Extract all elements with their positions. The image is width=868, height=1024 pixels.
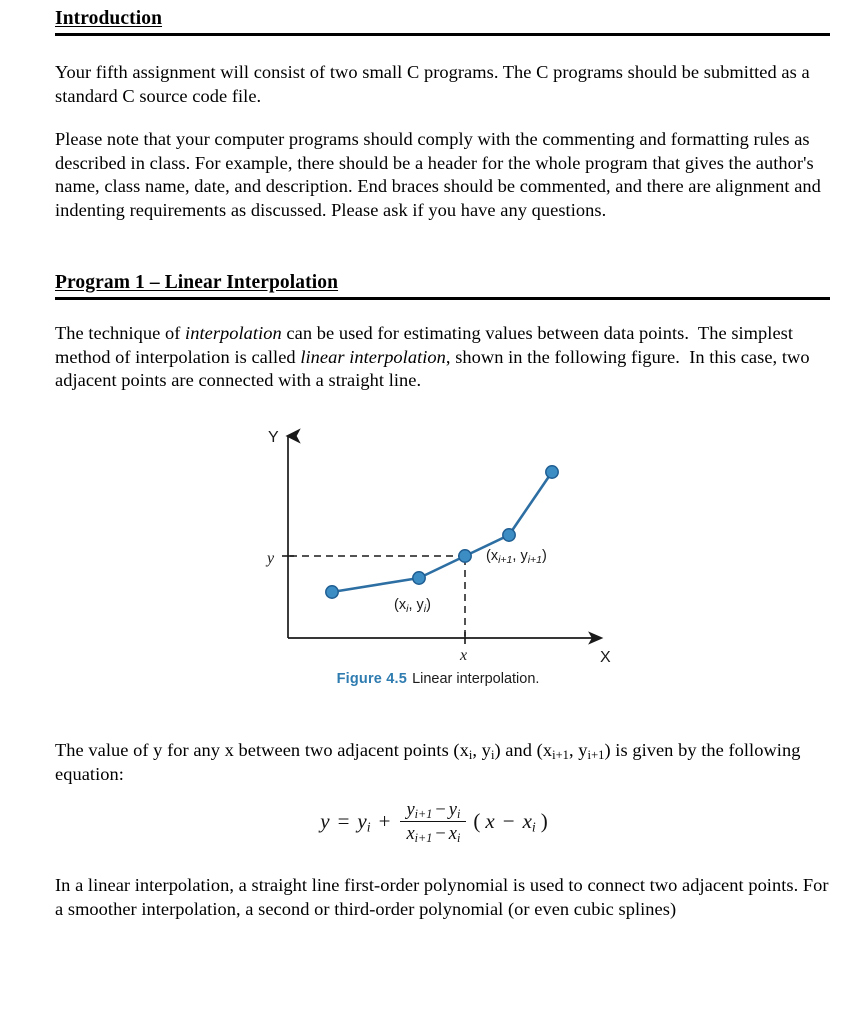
eq-den-x2 xyxy=(448,823,461,846)
heading-rule xyxy=(55,33,830,36)
figure-number: Figure 4.5 xyxy=(336,671,408,687)
eq-plus: + xyxy=(378,809,391,834)
annotation-mid: , y xyxy=(408,597,424,613)
eq-equals: = xyxy=(337,809,350,834)
eq-den-x1-base: x xyxy=(406,823,415,844)
equation-row xyxy=(320,798,548,845)
eq-intro-a: The value of y for any x between two adjacent points (x xyxy=(55,740,469,760)
annotation-close: ) xyxy=(542,548,547,564)
figure-linear-interpolation xyxy=(248,424,628,704)
annotation-sub-i: i xyxy=(406,602,409,615)
data-point xyxy=(413,572,425,584)
annotation-point-i xyxy=(394,597,431,615)
heading-rule xyxy=(55,297,830,300)
annotation-open: (x xyxy=(394,597,407,613)
annotation-sub-i1: i+1 xyxy=(498,553,513,566)
eq-num-y2 xyxy=(448,799,461,822)
eq-tail-minus: − xyxy=(502,809,515,834)
eq-den-minus: − xyxy=(435,823,446,844)
eq-yi-sub: i xyxy=(366,819,371,835)
eq-num-y1-base: y xyxy=(406,799,415,819)
annotation-mid: , y xyxy=(512,548,528,564)
eq-intro-sub3: i+1 xyxy=(552,747,569,762)
page-title: Introduction xyxy=(55,8,163,29)
section-heading-introduction xyxy=(55,8,830,36)
eq-num-minus: − xyxy=(435,799,446,819)
x-tick-label: x xyxy=(460,647,468,664)
eq-close-paren: ) xyxy=(540,809,548,834)
eq-intro-b: , y xyxy=(472,740,491,760)
annotation-open: (x xyxy=(486,548,499,564)
eq-tail-xi-base: x xyxy=(522,809,532,834)
eq-intro-d: , y xyxy=(569,740,588,760)
eq-fraction-numerator xyxy=(400,798,466,821)
section-heading-program-1 xyxy=(55,272,830,300)
eq-den-x2-sub: i xyxy=(457,831,461,846)
data-polyline xyxy=(332,472,552,592)
section-title-program-1: Program 1 – Linear Interpolation xyxy=(55,272,339,293)
eq-intro-sub4: i+1 xyxy=(587,747,605,762)
data-point xyxy=(459,550,471,562)
y-tick-label: y xyxy=(267,550,275,567)
eq-den-x1-sub: i+1 xyxy=(414,831,433,846)
figure-caption xyxy=(248,671,628,687)
eq-lhs-y: y xyxy=(320,809,330,834)
eq-fraction-denominator xyxy=(400,822,466,845)
eq-num-y2-base: y xyxy=(448,799,457,819)
annotation-sub-i2: i xyxy=(423,602,427,615)
annotation-point-i-plus-1 xyxy=(486,548,547,566)
eq-tail-x: x xyxy=(485,809,495,834)
eq-num-y1-sub: i+1 xyxy=(414,807,433,822)
data-point xyxy=(326,586,338,598)
eq-num-y2-sub: i xyxy=(457,807,461,822)
display-equation xyxy=(0,798,868,845)
eq-yi xyxy=(357,809,370,834)
eq-tail-xi xyxy=(523,809,536,834)
eq-intro-c: ) and (x xyxy=(494,740,553,760)
emphasis-linear-interpolation: linear interpolation xyxy=(300,346,446,367)
annotation-close: ) xyxy=(426,597,431,613)
paragraph-equation-intro xyxy=(55,739,830,786)
eq-den-x2-base: x xyxy=(448,823,457,844)
paragraph-intro-1: Your fifth assignment will consist of two small C programs. The C programs should be submitted as a standard C source code file. xyxy=(55,62,810,106)
paragraph-program-1: The technique of interpolation can be used for estimating values between data points. The simplest method of interpolation is called linear interpolation, shown in the following figure. In this case, two adjacent points are connected with a straight line. xyxy=(55,323,810,391)
y-axis-label: Y xyxy=(268,429,279,446)
eq-intro-sub2: i xyxy=(490,747,495,762)
eq-yi-base: y xyxy=(357,809,367,834)
eq-open-paren: ( xyxy=(473,809,481,834)
eq-fraction xyxy=(400,798,466,845)
annotation-sub-i1b: i+1 xyxy=(527,553,543,566)
eq-den-x1 xyxy=(406,823,433,846)
emphasis-interpolation: interpolation xyxy=(185,323,282,343)
eq-num-y1 xyxy=(406,799,433,822)
figure-caption-text: Linear interpolation. xyxy=(412,671,540,687)
eq-intro-sub1: i xyxy=(468,747,473,762)
paragraph-intro-2: Please note that your computer programs should comply with the commenting and formatting rules as described in class. For example, there should be a header for the whole program that gives the author's name, class name, date, and description. End braces should be commented, and there are alignment and indenting requirements as discussed. Please ask if you have any questions. xyxy=(55,129,821,220)
data-point xyxy=(546,466,558,478)
paragraph-last: In a linear interpolation, a straight line first-order polynomial is used to connect two adjacent points. For a smoother interpolation, a second or third-order polynomial (or even cubic splines) xyxy=(55,875,829,919)
eq-tail-xi-sub: i xyxy=(531,819,536,835)
eq-intro-e: ) is given by the following equation: xyxy=(55,740,801,784)
x-axis-label: X xyxy=(600,649,611,666)
linear-interpolation-chart xyxy=(248,424,628,684)
data-point xyxy=(503,529,515,541)
